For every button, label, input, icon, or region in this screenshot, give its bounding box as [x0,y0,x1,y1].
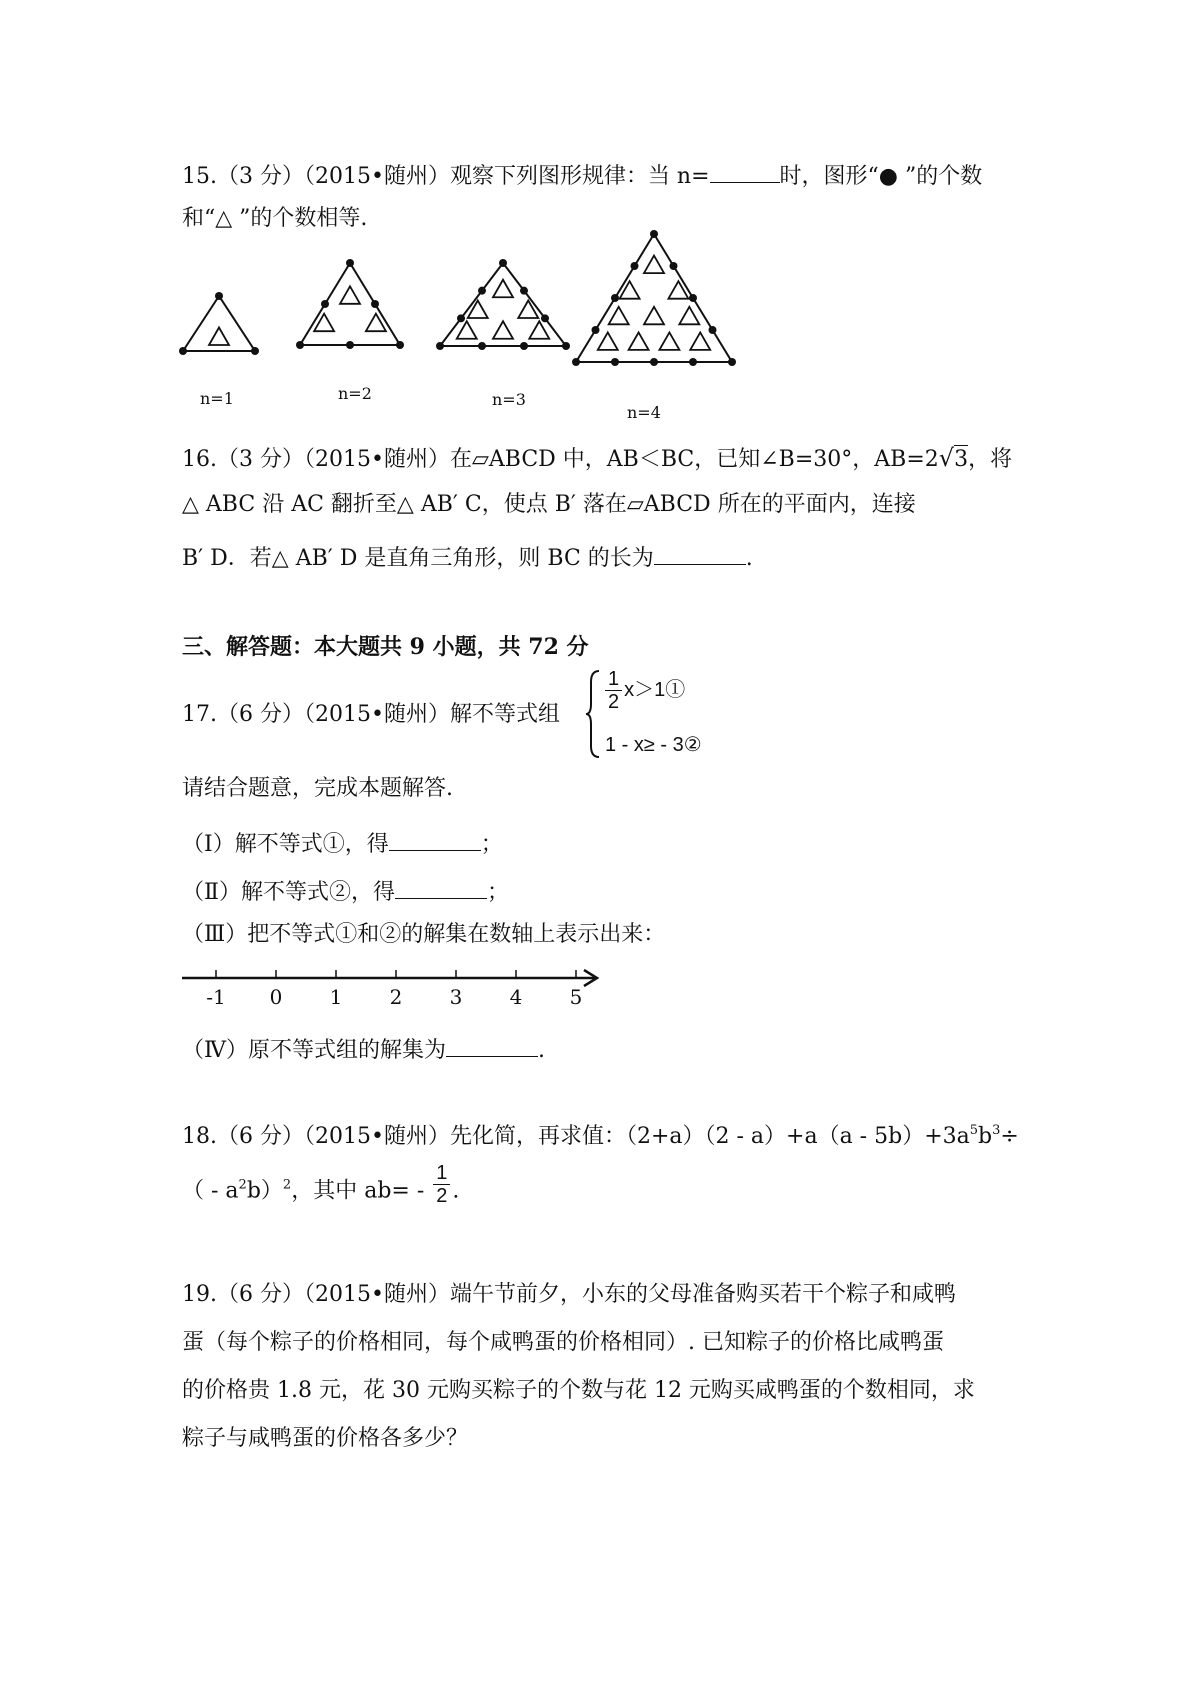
q17-step-1-text: （Ⅰ）解不等式①，得 [182,832,389,857]
q16-text-e: . [745,546,753,571]
small-triangle-icon [679,307,699,325]
q17-step-3-text: （Ⅲ）把不等式①和②的解集在数轴上表示出来： [182,922,666,947]
q15-text-c: 和“△ ”的个数相等. [182,206,368,231]
q17-step-4-blank[interactable] [446,1034,538,1057]
q17-stem-line [182,704,560,726]
q18-line-2 [182,1162,460,1207]
dot-icon [728,358,736,366]
number-line-tick-label: 3 [449,985,463,1009]
figure-label-n3: n=3 [492,390,526,409]
dot-icon [478,287,486,295]
q18-text-e: b） [246,1178,283,1204]
q17-inequality-2 [605,732,702,757]
pattern-figure-n4 [572,230,736,366]
fraction-denominator: 2 [608,691,620,713]
dot-icon [215,292,223,300]
dot-icon [520,287,528,295]
number-line-tick-label: 5 [569,985,583,1009]
small-triangle-icon [457,321,477,339]
q18-text-f: ，其中 ab= - [291,1178,432,1204]
number-line-tick-label: 0 [269,985,283,1009]
q19-line-4 [182,1428,468,1450]
q17-inequality-1 [603,668,685,713]
dot-icon [592,326,600,334]
section-3-heading [182,636,589,658]
q19-line-3 [182,1380,975,1402]
q17-step-1-blank[interactable] [389,828,481,851]
dot-icon [346,341,354,349]
figure-label-n4: n=4 [627,403,661,422]
q18-fraction-denominator: 2 [436,1185,448,1207]
pattern-figure-n2 [296,259,404,349]
q19-text-1: 19.（6 分）（2015•随州）端午节前夕，小东的父母准备购买若干个粽子和咸鸭 [182,1282,956,1307]
number-line-tick-label: 4 [509,985,523,1009]
q19-text-4: 粽子与咸鸭蛋的价格各多少？ [182,1426,469,1451]
q18-exp-1: 5 [969,1123,979,1138]
dot-icon [346,259,354,267]
q18-text-end: . [452,1178,460,1204]
dot-icon [541,314,549,322]
q17-step-1-end: ； [480,832,503,857]
small-triangle-icon [529,321,549,339]
q17-step-4 [182,1034,545,1062]
q17-stem: 17.（6 分）（2015•随州）解不等式组 [182,702,560,727]
q17-step-1 [182,828,503,856]
q15-answer-blank[interactable] [710,160,780,183]
dot-icon [611,358,619,366]
q17-step-3 [182,924,665,946]
dot-icon [611,294,619,302]
q18-exp-2: 3 [992,1123,1001,1138]
sqrt-icon: √ [938,444,955,472]
q18-text-d: （ - a [182,1178,239,1204]
q17-inequality-system [585,668,745,760]
q19-text-2: 蛋（每个粽子的价格相同，每个咸鸭蛋的价格相同）. 已知粽子的价格比咸鸭蛋 [182,1330,944,1355]
q16-text-d: B′ D．若△ AB′ D 是直角三角形，则 BC 的长为 [182,546,654,571]
q15-text-b: 时，图形“● ”的个数 [779,164,983,189]
dot-icon [689,358,697,366]
q17-inequality-1-rest: x＞1① [624,678,686,701]
dot-icon [251,347,259,355]
small-triangle-icon [644,256,664,274]
figure-labels [200,384,661,422]
small-triangle-icon [209,328,229,346]
q17-step-2-end: ； [486,880,509,905]
small-triangle-icon [340,286,360,304]
small-triangle-icon [644,307,664,325]
small-triangle-icon [493,280,513,298]
dot-icon [371,300,379,308]
q16-line-3 [182,542,753,570]
dot-icon [572,358,580,366]
dot-icon [689,294,697,302]
number-line-tick-label: 2 [389,985,403,1009]
dot-icon [562,342,570,350]
number-line-tick-label: -1 [206,985,226,1009]
q18-text-a: 18.（6 分）（2015•随州）先化简，再求值：（2+a）（2 - a）+a（a - 5b）+3a [182,1124,970,1149]
q17-step-4-text: （Ⅳ）原不等式组的解集为 [182,1038,446,1063]
q16-text-a: 16.（3 分）（2015•随州）在▱ABCD 中，AB＜BC，已知∠B=30°，AB=2 [182,447,939,472]
dot-icon [478,342,486,350]
dot-icon [321,300,329,308]
small-triangle-icon [629,332,649,350]
small-triangle-icon [659,332,679,350]
small-triangle-icon [468,301,488,319]
q18-fraction-numerator: 1 [433,1162,450,1185]
dot-icon [499,259,507,267]
dot-icon [670,262,678,270]
pattern-figure-n3 [436,259,570,350]
q16-line-1 [182,446,1012,471]
dot-icon [396,341,404,349]
q16-line-2 [182,494,916,516]
q16-text-c: △ ABC 沿 AC 翻折至△ AB′ C，使点 B′ 落在▱ABCD 所在的平面内，连接 [182,492,916,517]
q19-text-3: 的价格贵 1.8 元，花 30 元购买粽子的个数与花 12 元购买咸鸭蛋的个数相同，求 [182,1378,975,1403]
q15-text-a: 15.（3 分）（2015•随州）观察下列图形规律：当 n= [182,164,710,189]
q17-prompt-line [182,778,453,800]
q16-answer-blank[interactable] [654,542,746,565]
dot-icon [709,326,717,334]
small-triangle-icon [690,332,710,350]
left-brace-icon [585,668,601,760]
dot-icon [179,347,187,355]
q16-sqrt-radicand: 3 [954,447,969,472]
q18-text-c: ÷ [1000,1124,1019,1149]
q18-text-b: b [978,1124,993,1149]
dot-icon [650,230,658,238]
dot-icon [631,262,639,270]
figure-label-n1: n=1 [200,389,234,408]
section-3-heading-text: 三、解答题：本大题共 9 小题，共 72 分 [182,634,589,660]
dot-icon [436,342,444,350]
dot-icon [457,314,465,322]
q15-pattern-figure [0,230,1200,430]
q18-exp-3: 2 [238,1177,247,1193]
number-line [176,960,616,1010]
q15-line-2 [182,208,367,230]
q18-line-1 [182,1123,1019,1149]
small-triangle-icon [598,332,618,350]
half-fraction [605,668,622,713]
q17-step-4-end: . [537,1038,545,1063]
q17-step-2-blank[interactable] [395,876,487,899]
small-triangle-icon [609,307,629,325]
figure-label-n2: n=2 [338,384,372,403]
q18-exp-4: 2 [282,1177,292,1193]
q17-step-2 [182,876,509,904]
dot-icon [296,341,304,349]
small-triangle-icon [493,321,513,339]
dot-icon [520,342,528,350]
dot-icon [650,358,658,366]
q18-fraction [433,1162,450,1207]
outer-triangle [183,296,255,351]
number-line-tick-label: 1 [329,985,343,1009]
q19-line-2 [182,1332,944,1354]
q16-text-b: ，将 [968,447,1013,472]
q17-prompt: 请结合题意，完成本题解答. [182,776,453,801]
q17-inequality-2-text: 1 - x≥ - 3② [605,734,702,756]
small-triangle-icon [518,301,538,319]
pattern-figure-n1 [179,292,259,355]
outer-triangle [576,234,732,362]
q17-step-2-text: （Ⅱ）解不等式②，得 [182,880,395,905]
q15-line-1 [182,160,982,188]
q19-line-1 [182,1284,956,1306]
fraction-numerator: 1 [605,668,622,691]
